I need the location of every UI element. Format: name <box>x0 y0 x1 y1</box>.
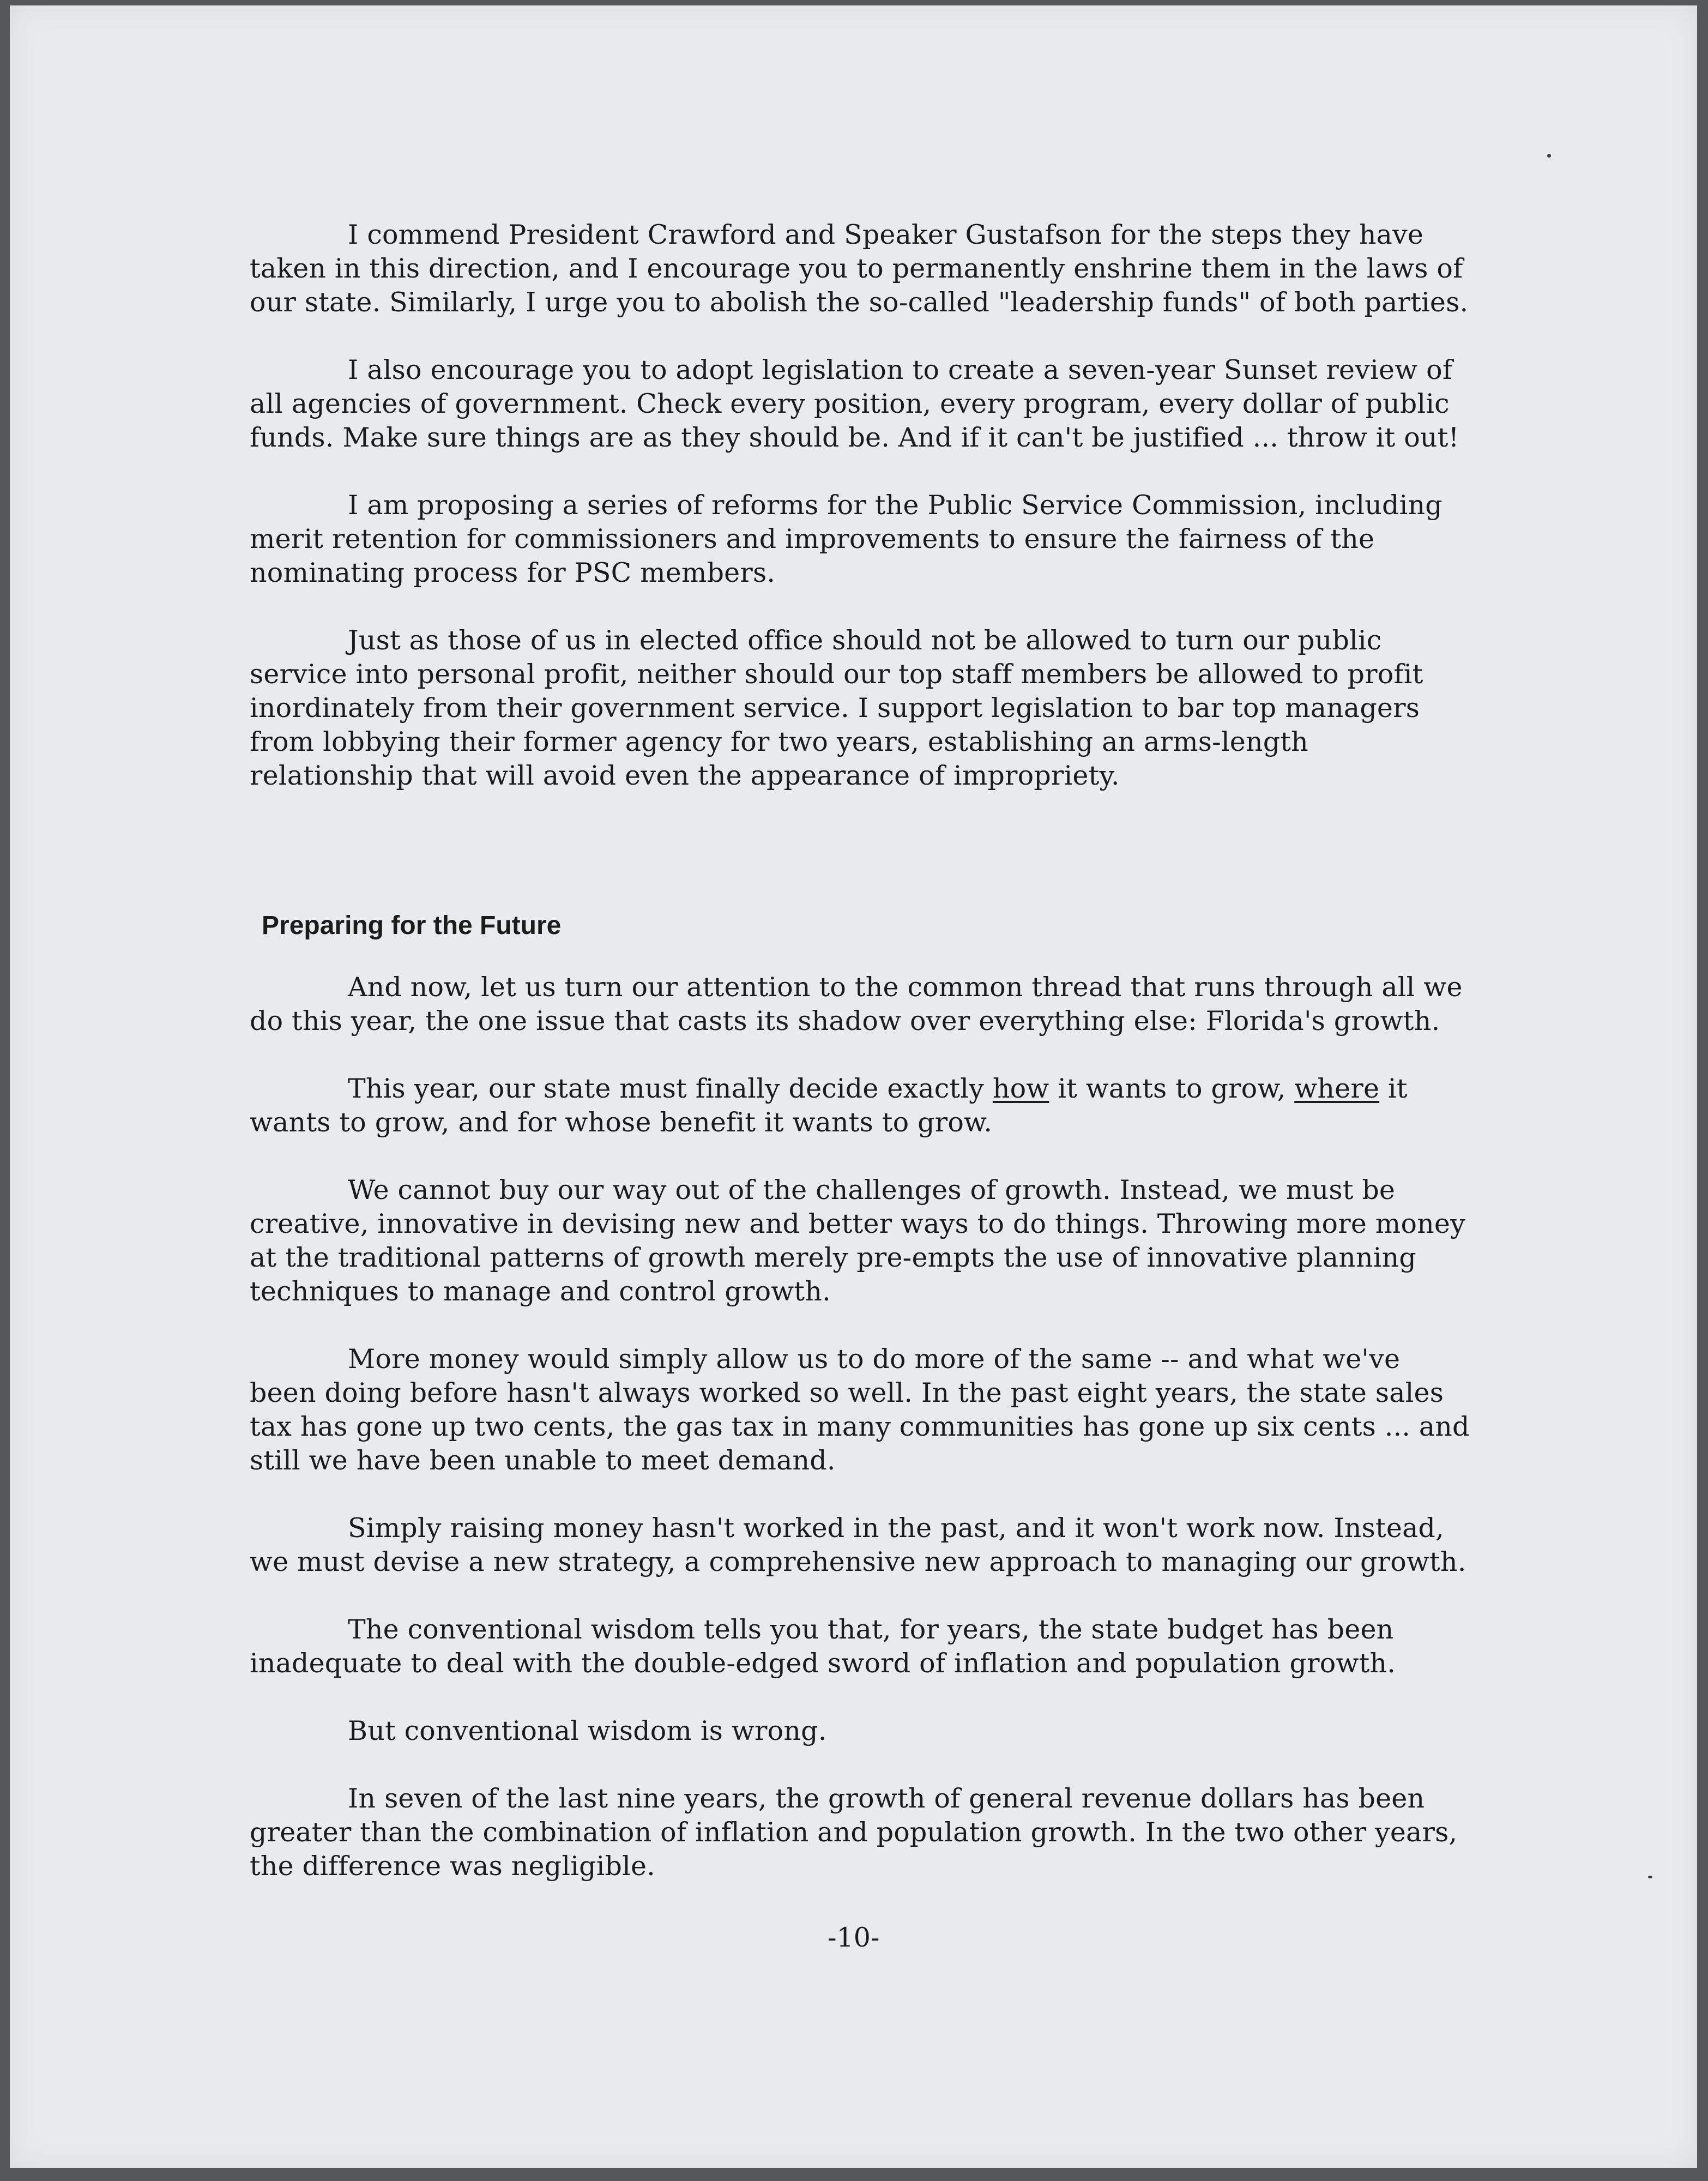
paragraph-12: In seven of the last nine years, the growth of general revenue dollars has been greater than the combination of inflation and population growth. In the two other years, the difference was negligible. <box>250 1783 1458 1882</box>
paragraph-3: I am proposing a series of reforms for the Public Service Commission, including merit retention for commissioners and improvements to ensure the fairness of the nominating process for PSC members. <box>250 490 1443 588</box>
paragraph-1: I commend President Crawford and Speaker Gustafson for the steps they have taken in this direction, and I encourage you to permanently enshrine them in the laws of our state. Similarly, I urge you to abolish the so-called "leadership funds" of both parties. <box>250 219 1469 318</box>
document-page <box>10 5 1697 2168</box>
body-text-bottom <box>250 971 1471 1883</box>
body-text-top <box>250 218 1471 793</box>
paragraph-9: Simply raising money hasn't worked in the past, and it won't work now. Instead, we must devise a new strategy, a comprehensive new approach to managing our growth. <box>250 1513 1466 1577</box>
underlined-how: how <box>992 1073 1049 1104</box>
paragraph-8: More money would simply allow us to do more of the same -- and what we've been doing before hasn't always worked so well. In the past eight years, the state sales tax has gone up two cents, the gas tax in many communities has gone up six cents ... and still we have been unable to meet demand. <box>250 1343 1470 1476</box>
page-number: -10- <box>828 1922 880 1953</box>
paragraph-11: But conventional wisdom is wrong. <box>348 1715 827 1746</box>
underlined-where: where <box>1294 1073 1380 1104</box>
paper-speck <box>1648 1876 1652 1878</box>
paragraph-5: And now, let us turn our attention to the common thread that runs through all we do this year, the one issue that casts its shadow over everything else: Florida's growth. <box>250 972 1463 1037</box>
paragraph-7: We cannot buy our way out of the challenges of growth. Instead, we must be creative, innovative in devising new and better ways to do things. Throwing more money at the traditional patterns of growth merely pre-empts the use of innovative planning techniques to manage and control growth. <box>250 1174 1465 1307</box>
paragraph-10: The conventional wisdom tells you that, for years, the state budget has been inadequate to deal with the double-edged sword of inflation and population growth. <box>250 1614 1396 1679</box>
paper-speck <box>1547 154 1551 158</box>
paragraph-4: Just as those of us in elected office should not be allowed to turn our public service into personal profit, neither should our top staff members be allowed to profit inordinately from their government service. I support legislation to bar top managers from lobbying their former agency for two years, establishing an arms-length relationship that will avoid even the appearance of impropriety. <box>250 625 1423 791</box>
paragraph-2: I also encourage you to adopt legislation to create a seven-year Sunset review of all agencies of government. Check every position, every program, every dollar of public funds. Make sure things are as they should be. And if it can't be justified ... throw it out! <box>250 354 1459 453</box>
section-heading: Preparing for the Future <box>262 911 562 940</box>
paragraph-6: This year, our state must finally decide exactly how it wants to grow, where it wants to grow, and for whose benefit it wants to grow. <box>250 1073 1408 1138</box>
